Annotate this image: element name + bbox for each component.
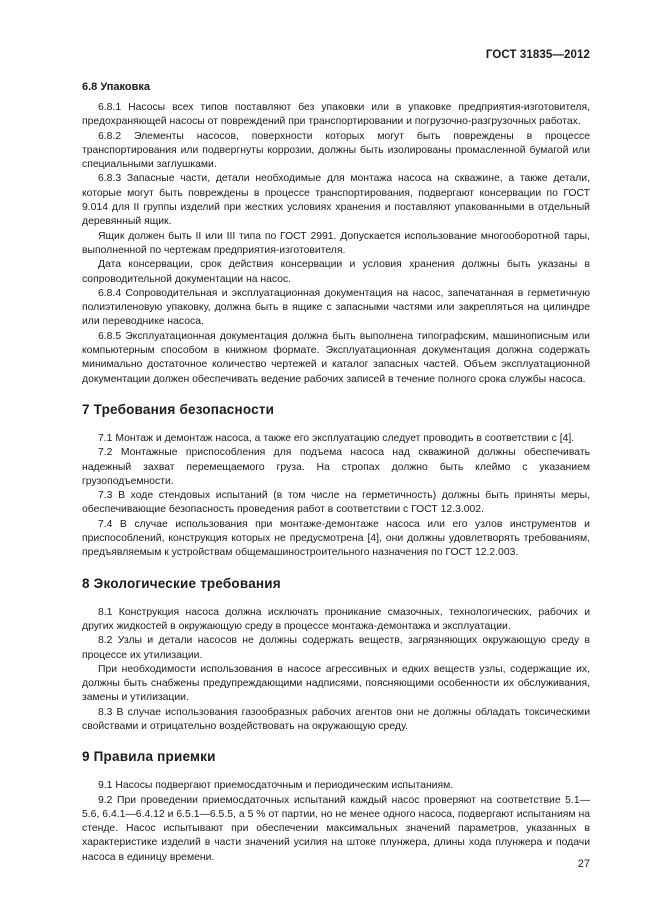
paragraph-9-2: 9.2 При проведении приемосдаточных испытаний каждый насос проверяют на соответствие 5.1—5.6, 6.4.1—6.4.12 и 6.5.1—6.5.5, а 5 % от партии, но не менее одного насоса, подвергают испытаниям на стенде. Насос испытывают при обеспечении максимальных значений параметров, указанных в характеристике изделий в части значений усилия на штоке плунжера, длины хода плунжера и подачи насоса в единицу времени. xyxy=(82,794,590,863)
section-heading-8: 8 Экологические требования xyxy=(82,575,281,591)
paragraph-7-1: 7.1 Монтаж и демонтаж насоса, а также его эксплуатацию следует проводить в соответствии с [4]. xyxy=(98,432,575,444)
paragraph-8-3: 8.3 В случае использования газообразных рабочих агентов они не должны обладать токсическими свойствами и отрицательно воздействовать на окружающую среду. xyxy=(82,706,590,732)
paragraph-7-3: 7.3 В ходе стендовых испытаний (в том числе на герметичность) должны быть приняты меры, обеспечивающие безопасность проведения работ в соответствии с ГОСТ 12.3.002. xyxy=(82,490,590,516)
paragraph-6-8-3-box: Ящик должен быть II или III типа по ГОСТ 2991. Допускается использование многооборотной тары, выполненной по чертежам предприятия-изготовителя. xyxy=(82,230,590,256)
paragraph-8-1: 8.1 Конструкция насоса должна исключать проникание смазочных, технологических, рабочих и других жидкостей в окружающую среду в процессе монтажа-демонтажа и эксплуатации. xyxy=(82,606,590,632)
section-heading-7: 7 Требования безопасности xyxy=(82,401,275,417)
paragraph-8-2: 8.2 Узлы и детали насосов не должны содержать веществ, загрязняющих окружающую среду в процессе их утилизации. xyxy=(82,635,590,661)
paragraph-6-8-4: 6.8.4 Сопроводительная и эксплуатационная документация на насос, запечатанная в герметичную полиэтиленовую упаковку, должна быть в ящике с запасными частями или закрепляться на цилиндре или переводнике насоса. xyxy=(82,287,590,328)
paragraph-6-8-3-date: Дата консервации, срок действия консервации и условия хранения должны быть указаны в сопроводительной документации на насос. xyxy=(82,259,590,285)
paragraph-7-2: 7.2 Монтажные приспособления для подъема насоса над скважиной должны обеспечивать надежный захват перемещаемого груза. На стропах должно быть клеймо с указанием грузоподъемности. xyxy=(82,447,590,487)
section-heading-9: 9 Правила приемки xyxy=(82,749,216,765)
paragraph-9-1: 9.1 Насосы подвергают приемосдаточным и периодическим испытаниям. xyxy=(98,780,454,792)
paragraph-6-8-3: 6.8.3 Запасные части, детали необходимые для монтажа насоса на скважине, а также детали, которые могут быть повреждены в процессе транспортирования, подвергают консервации по ГОСТ 9.014 для II группы изделий при жестких условиях хранения и поставляют упакованными в отдельный деревянный ящик. xyxy=(82,173,590,228)
paragraph-8-2-note: При необходимости использования в насосе агрессивных и едких веществ узлы, содержащие их, должны быть снабжены предупреждающими надписями, поясняющими особенности их обслуживания, замены и утилизации. xyxy=(82,663,590,704)
subsection-heading-6-8: 6.8 Упаковка xyxy=(82,81,150,93)
paragraph-6-8-1: 6.8.1 Насосы всех типов поставляют без упаковки или в упаковке предприятия-изготовителя, предохраняющей насосы от повреждений при транспортировании и погрузочно-разгрузочных работах. xyxy=(82,102,590,128)
paragraph-7-4: 7.4 В случае использования при монтаже-демонтаже насоса или его узлов инструментов и приспособлений, конструкция которых не предусмотрена [4], они должны удовлетворять требованиям, предъявляемым к устройствам общемашиностроительного назначения по ГОСТ 12.2.003. xyxy=(82,518,590,559)
document-body xyxy=(82,80,590,865)
paragraph-6-8-5: 6.8.5 Эксплуатационная документация должна быть выполнена типографским, машинописным или компьютерным способом в книжном формате. Эксплуатационная документация должна содержать минимально достаточное количество чертежей и каталог запасных частей. Объем эксплуатационной документации должен обеспечивать ведение рабочих записей в течение полного срока службы насоса. xyxy=(82,330,590,385)
standard-header: ГОСТ 31835—2012 xyxy=(485,49,590,61)
paragraph-6-8-2: 6.8.2 Элементы насосов, поверхности которых могут быть повреждены в процессе транспортирования или подвергнуты коррозии, должны быть изолированы промасленной бумагой или специальными заглушками. xyxy=(82,130,590,171)
page-number: 27 xyxy=(577,858,590,870)
